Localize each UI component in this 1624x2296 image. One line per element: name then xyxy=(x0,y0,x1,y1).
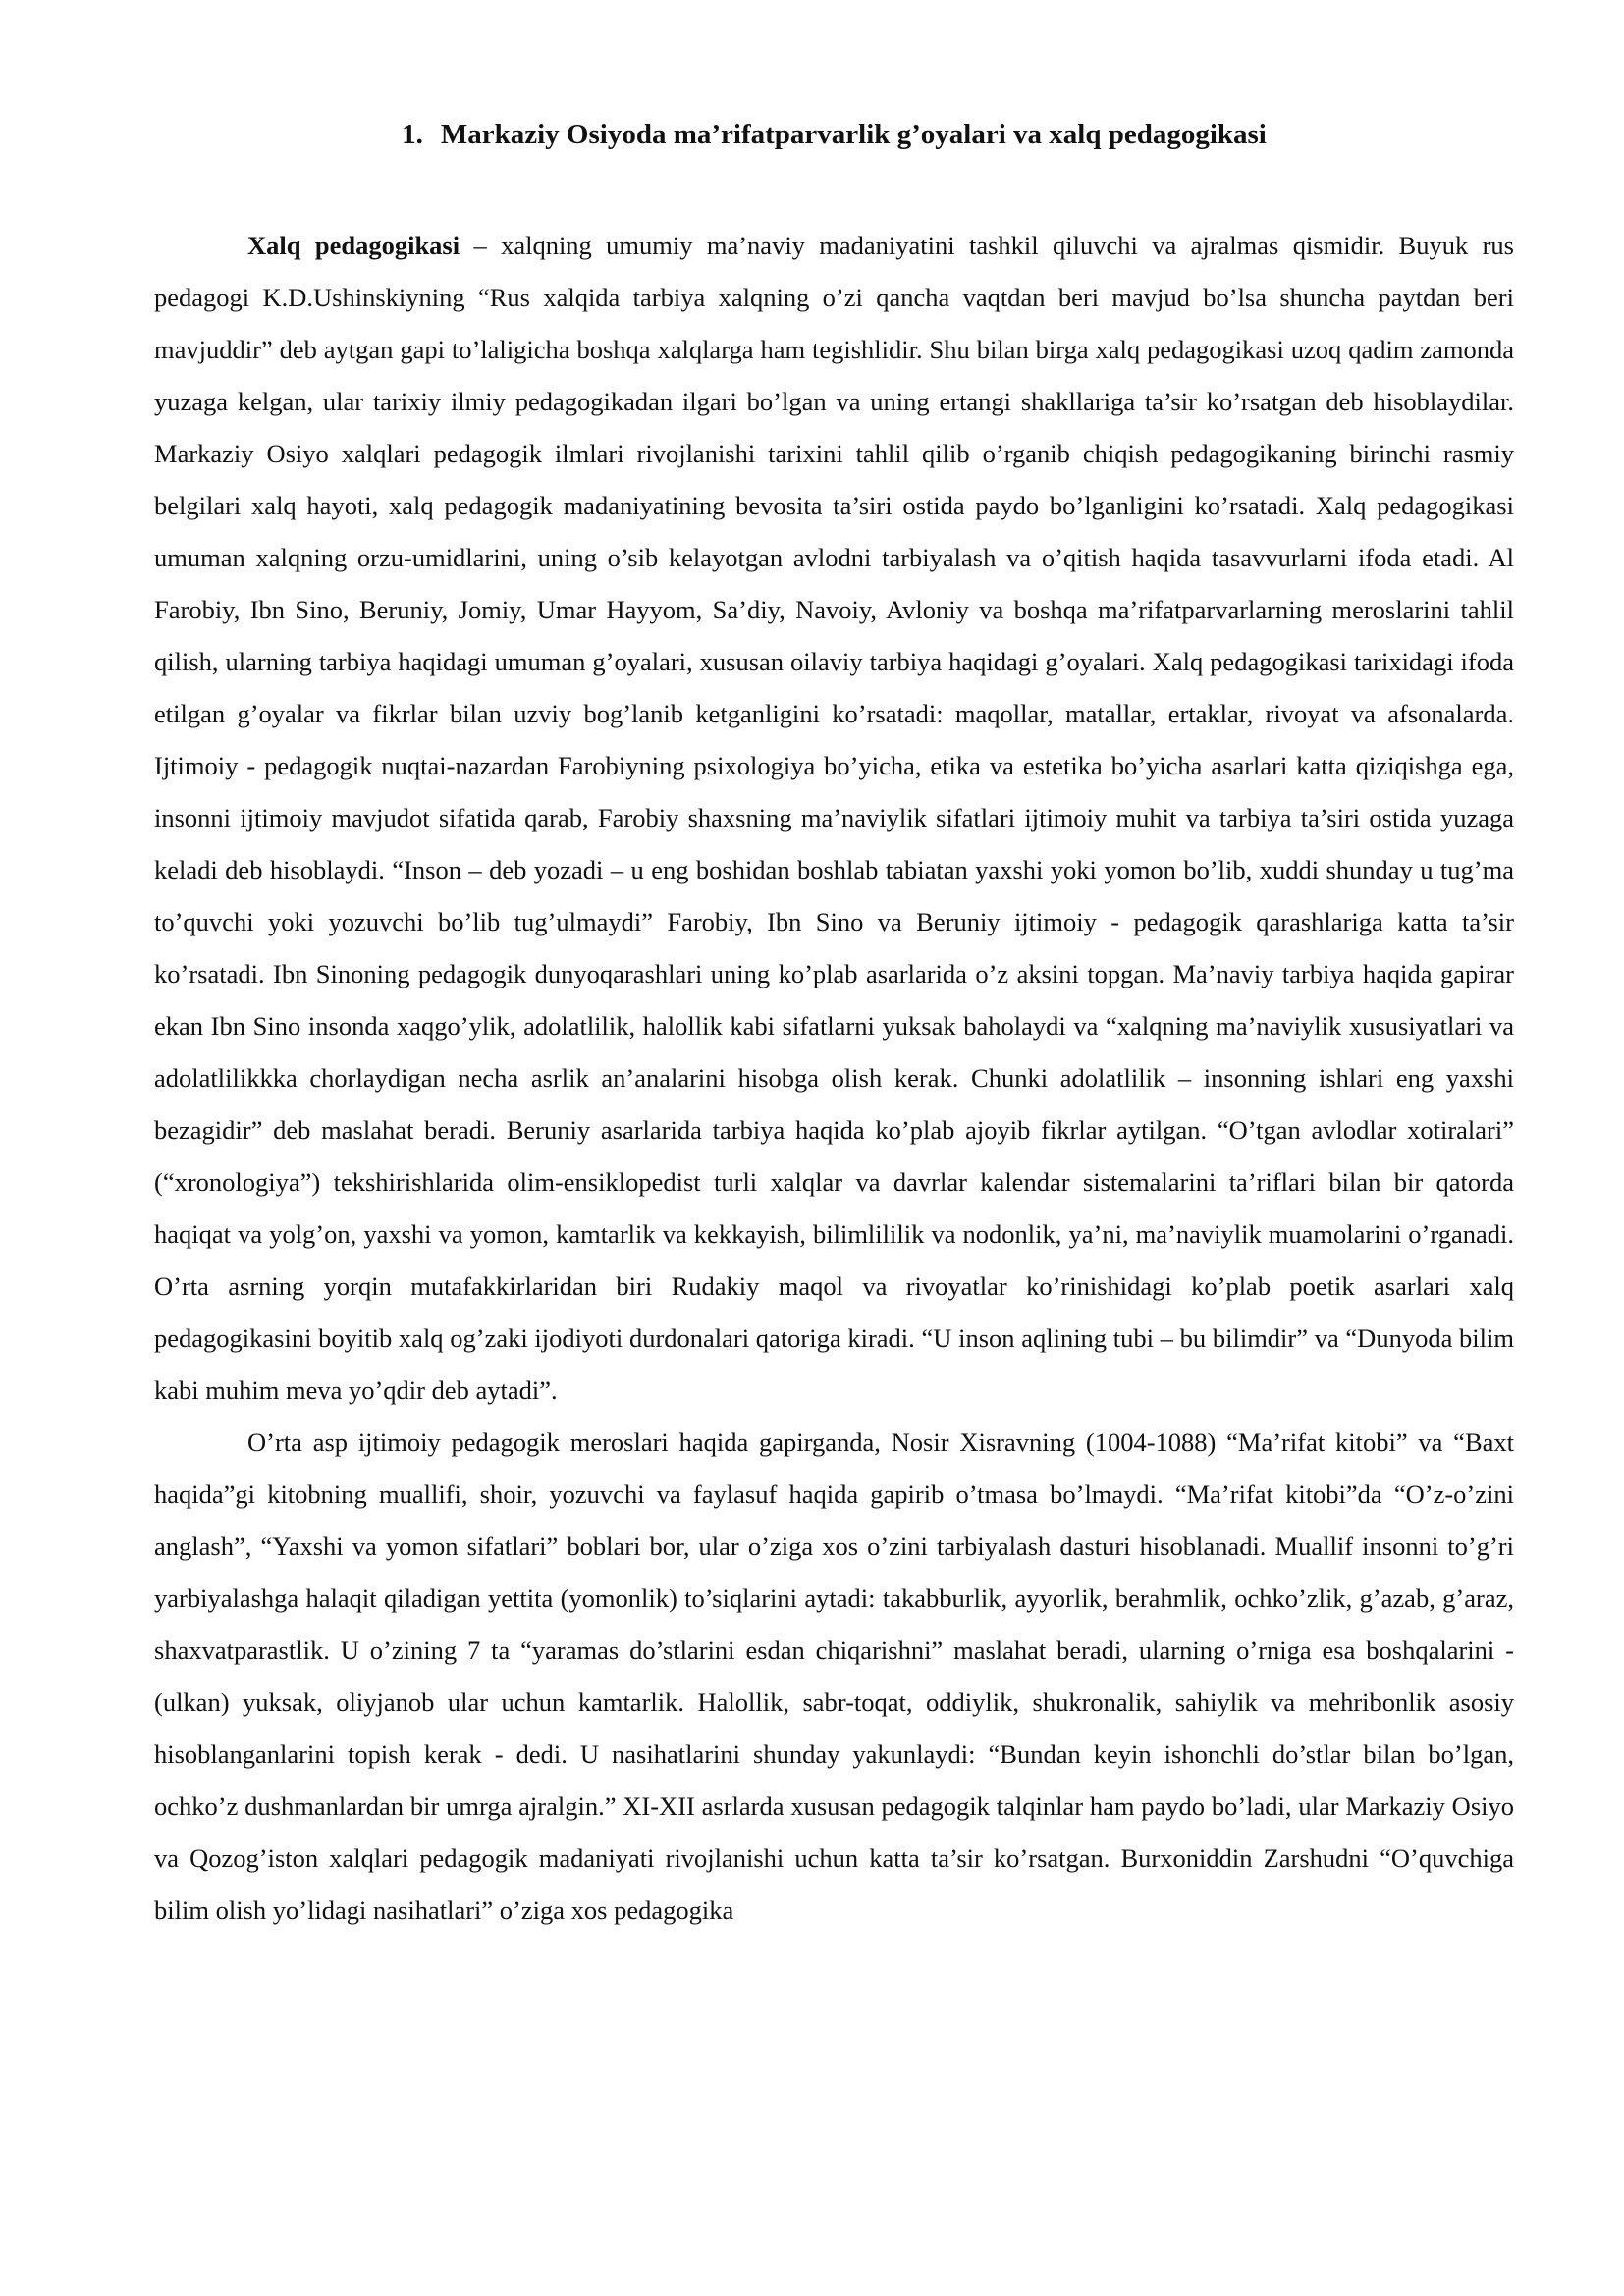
paragraph-2 xyxy=(154,1416,1514,1937)
section-title: Markaziy Osiyoda ma’rifatparvarlik g’oyalari va xalq pedagogikasi xyxy=(440,119,1267,150)
document-body xyxy=(154,220,1514,1937)
paragraph-2-text: O’rta asp ijtimoiy pedagogik meroslari haqida gapirganda, Nosir Xisravning (1004-1088) “Ma’rifat kitobi” va “Baxt haqida”gi kitobning muallifi, shoir, yozuvchi va faylasuf haqida gapirib o’tmasa bo’lmaydi. “Ma’rifat kitobi”da “O’z-o’zini anglash”, “Yaxshi va yomon sifatlari” boblari bor, ular o’ziga xos o’zini tarbiyalash dasturi hisoblanadi. Muallif insonni to’g’ri yarbiyalashga halaqit qiladigan yettita (yomonlik) to’siqlarini aytadi: takabburlik, ayyorlik, berahmlik, ochko’zlik, g’azab, g’araz, shaxvatparastlik. U o’zining 7 ta “yaramas do’stlarini esdan chiqarishni” maslahat beradi, ularning o’rniga esa boshqalarini - (ulkan) yuksak, oliyjanob ular uchun kamtarlik. Halollik, sabr-toqat, oddiylik, shukronalik, sahiylik va mehribonlik asosiy hisoblanganlarini topish kerak - dedi. U nasihatlarini shunday yakunlaydi: “Bundan keyin ishonchli do’stlar bilan bo’lgan, ochko’z dushmanlardan bir umrga ajralgin.” XI-XII asrlarda xususan pedagogik talqinlar ham paydo bo’ladi, ular Markaziy Osiyo va Qozog’iston xalqlari pedagogik madaniyati rivojlanishi uchun katta ta’sir ko’rsatgan. Burxoniddin Zarshudni “O’quvchiga bilim olish yo’lidagi nasihatlari” o’ziga xos pedagogika xyxy=(154,1427,1514,1925)
section-number: 1. xyxy=(402,119,423,150)
paragraph-1-text: – xalqning umumiy ma’naviy madaniyatini tashkil qiluvchi va ajralmas qismidir. Buyuk rus pedagogi K.D.Ushinskiyning “Rus xalqida tarbiya xalqning o’zi qancha vaqtdan beri mavjud bo’lsa shuncha paytdan beri mavjuddir” deb aytgan gapi to’laligicha boshqa xalqlarga ham tegishlidir. Shu bilan birga xalq pedagogikasi uzoq qadim zamonda yuzaga kelgan, ular tarixiy ilmiy pedagogikadan ilgari bo’lgan va uning ertangi shakllariga ta’sir ko’rsatgan deb hisoblaydilar. Markaziy Osiyo xalqlari pedagogik ilmlari rivojlanishi tarixini tahlil qilib o’rganib chiqish pedagogikaning birinchi rasmiy belgilari xalq hayoti, xalq pedagogik madaniyatining bevosita ta’siri ostida paydo bo’lganligini ko’rsatadi. Xalq pedagogikasi umuman xalqning orzu-umidlarini, uning o’sib kelayotgan avlodni tarbiyalash va o’qitish haqida tasavvurlarni ifoda etadi. Al Farobiy, Ibn Sino, Beruniy, Jomiy, Umar Hayyom, Sa’diy, Navoiy, Avloniy va boshqa ma’rifatparvarlarning meroslarini tahlil qilish, ularning tarbiya haqidagi umuman g’oyalari, xususan oilaviy tarbiya haqidagi g’oyalari. Xalq pedagogikasi tarixidagi ifoda etilgan g’oyalar va fikrlar bilan uzviy bog’lanib ketganligini ko’rsatadi: maqollar, matallar, ertaklar, rivoyat va afsonalarda. Ijtimoiy - pedagogik nuqtai-nazardan Farobiyning psixologiya bo’yicha, etika va estetika bo’yicha asarlari katta qiziqishga ega, insonni ijtimoiy mavjudot sifatida qarab, Farobiy shaxsning ma’naviylik sifatlari ijtimoiy muhit va tarbiya ta’siri ostida yuzaga keladi deb hisoblaydi. “Inson – deb yozadi – u eng boshidan boshlab tabiatan yaxshi yoki yomon bo’lib, xuddi shunday u tug’ma to’quvchi yoki yozuvchi bo’lib tug’ulmaydi” Farobiy, Ibn Sino va Beruniy ijtimoiy - pedagogik qarashlariga katta ta’sir ko’rsatadi. Ibn Sinoning pedagogik dunyoqarashlari uning ko’plab asarlarida o’z aksini topgan. Ma’naviy tarbiya haqida gapirar ekan Ibn Sino insonda xaqgo’ylik, adolatlilik, halollik kabi sifatlarni yuksak baholaydi va “xalqning ma’naviylik xususiyatlari va adolatlilikkka chorlaydigan necha asrlik an’analarini hisobga olish kerak. Chunki adolatlilik – insonning ishlari eng yaxshi bezagidir” deb maslahat beradi. Beruniy asarlarida tarbiya haqida ko’plab ajoyib fikrlar aytilgan. “O’tgan avlodlar xotiralari” (“xronologiya”) tekshirishlarida olim-ensiklopedist turli xalqlar va davrlar kalendar sistemalarini ta’riflari bilan bir qatorda haqiqat va yolg’on, yaxshi va yomon, kamtarlik va kekkayish, bilimlililik va nodonlik, ya’ni, ma’naviylik muamolarini o’rganadi. O’rta asrning yorqin mutafakkirlaridan biri Rudakiy maqol va rivoyatlar ko’rinishidagi ko’plab poetik asarlari xalq pedagogikasini boyitib xalq og’zaki ijodiyoti durdonalari qatoriga kiradi. “U inson aqlining tubi – bu bilimdir” va “Dunyoda bilim kabi muhim meva yo’qdir deb aytadi”. xyxy=(154,231,1514,1405)
section-heading xyxy=(154,115,1514,154)
lead-term: Xalq pedagogikasi xyxy=(247,231,460,260)
paragraph-1 xyxy=(154,220,1514,1416)
